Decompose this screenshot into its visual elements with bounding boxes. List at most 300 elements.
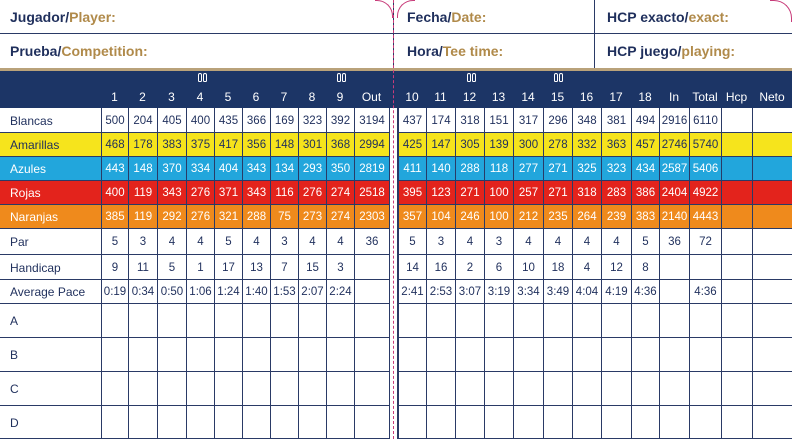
- score-cell: 2746: [659, 133, 689, 157]
- score-cell: 323: [298, 108, 326, 133]
- row-label: Naranjas: [10, 210, 59, 224]
- column-header: 9: [336, 89, 344, 104]
- score-cell: 386: [631, 181, 659, 205]
- score-input-cell[interactable]: [572, 372, 601, 406]
- score-input-cell[interactable]: [659, 304, 689, 338]
- score-cell: [752, 157, 792, 181]
- date-field[interactable]: [407, 0, 486, 34]
- score-input-cell[interactable]: [298, 372, 326, 406]
- score-cell: 293: [298, 157, 326, 181]
- score-cell: 4:19: [601, 280, 631, 304]
- score-input-cell[interactable]: [326, 338, 354, 372]
- column-header: 8: [308, 89, 316, 104]
- score-input-cell[interactable]: [659, 338, 689, 372]
- score-input-cell[interactable]: [572, 406, 601, 439]
- score-input-cell[interactable]: [513, 372, 543, 406]
- score-input-cell[interactable]: [101, 338, 128, 372]
- score-cell: 119: [128, 205, 157, 229]
- score-cell: [689, 255, 721, 280]
- score-input-cell[interactable]: [214, 372, 242, 406]
- score-cell: 437: [398, 108, 426, 133]
- score-cell: 4: [326, 229, 354, 255]
- score-cell: 278: [543, 133, 572, 157]
- score-input-cell[interactable]: [101, 406, 128, 439]
- score-cell: 392: [326, 108, 354, 133]
- column-header: 16: [579, 89, 594, 104]
- score-cell: 3:07: [455, 280, 484, 304]
- score-cell: 350: [326, 157, 354, 181]
- row-label: D: [10, 415, 19, 430]
- score-input-cell[interactable]: [484, 406, 513, 439]
- column-header: Neto: [759, 89, 785, 104]
- score-cell: 6110: [689, 108, 721, 133]
- score-input-cell[interactable]: [601, 304, 631, 338]
- score-cell: 411: [398, 157, 426, 181]
- score-input-cell[interactable]: [326, 304, 354, 338]
- score-input-cell[interactable]: [426, 304, 455, 338]
- score-cell: 104: [426, 205, 455, 229]
- score-input-cell[interactable]: [752, 372, 792, 406]
- score-cell: 6: [484, 255, 513, 280]
- score-cell: 4:36: [689, 280, 721, 304]
- header-vdivider-2: [594, 0, 595, 68]
- score-input-cell[interactable]: [426, 338, 455, 372]
- score-input-cell[interactable]: [242, 372, 270, 406]
- score-cell: 2:24: [326, 280, 354, 304]
- score-input-cell[interactable]: [689, 372, 721, 406]
- score-input-cell[interactable]: [242, 338, 270, 372]
- score-input-cell[interactable]: [298, 338, 326, 372]
- score-cell: 3194: [354, 108, 389, 133]
- score-input-cell[interactable]: [270, 304, 298, 338]
- hcp-playing-label-es: HCP juego/: [607, 43, 682, 59]
- score-cell: 174: [426, 108, 455, 133]
- score-cell: 257: [513, 181, 543, 205]
- score-input-cell[interactable]: [455, 338, 484, 372]
- column-header: 5: [224, 89, 232, 104]
- score-cell: 368: [326, 133, 354, 157]
- score-cell: 178: [128, 133, 157, 157]
- score-cell: 3:49: [543, 280, 572, 304]
- score-cell: 0:50: [157, 280, 186, 304]
- score-cell: 212: [513, 205, 543, 229]
- score-cell: [752, 280, 792, 304]
- score-input-cell[interactable]: [186, 304, 214, 338]
- row-label: Rojas: [10, 186, 41, 200]
- player-label-es: Jugador/: [10, 9, 70, 25]
- score-input-cell[interactable]: [101, 304, 128, 338]
- score-input-cell[interactable]: [128, 304, 157, 338]
- score-cell: 457: [631, 133, 659, 157]
- score-input-cell[interactable]: [157, 304, 186, 338]
- score-cell: 246: [455, 205, 484, 229]
- column-header: 1: [111, 89, 118, 104]
- column-header-row: [0, 85, 792, 108]
- score-cell: 305: [455, 133, 484, 157]
- competition-label-en: Competition:: [61, 43, 148, 59]
- hcp-exact-field[interactable]: [607, 0, 729, 34]
- score-cell: 204: [128, 108, 157, 133]
- score-input-cell[interactable]: [721, 372, 752, 406]
- score-cell: 435: [214, 108, 242, 133]
- row-label: Handicap: [10, 260, 61, 275]
- score-cell: 1:40: [242, 280, 270, 304]
- score-input-cell[interactable]: [484, 338, 513, 372]
- column-header: In: [668, 89, 679, 104]
- score-cell: 2:07: [298, 280, 326, 304]
- score-cell: 72: [689, 229, 721, 255]
- score-input-cell[interactable]: [513, 304, 543, 338]
- player-field[interactable]: [10, 0, 116, 34]
- score-cell: 334: [186, 157, 214, 181]
- score-cell: 15: [298, 255, 326, 280]
- score-input-cell[interactable]: [298, 304, 326, 338]
- score-input-cell[interactable]: [242, 304, 270, 338]
- score-cell: 16: [426, 255, 455, 280]
- score-cell: 8: [631, 255, 659, 280]
- score-input-cell[interactable]: [631, 406, 659, 439]
- score-cell: 118: [484, 157, 513, 181]
- score-cell: [752, 255, 792, 280]
- score-cell: 2303: [354, 205, 389, 229]
- score-cell: 4922: [689, 181, 721, 205]
- teetime-label-en: Tee time:: [442, 43, 504, 59]
- score-cell: 2994: [354, 133, 389, 157]
- score-cell: 274: [326, 181, 354, 205]
- column-header: Total: [692, 89, 718, 104]
- score-cell: 139: [484, 133, 513, 157]
- footprints-icon: [464, 70, 478, 84]
- score-cell: 292: [157, 205, 186, 229]
- score-cell: 2: [455, 255, 484, 280]
- score-cell: 2916: [659, 108, 689, 133]
- score-input-cell[interactable]: [186, 338, 214, 372]
- score-input-cell[interactable]: [128, 406, 157, 439]
- score-cell: 2587: [659, 157, 689, 181]
- score-input-cell[interactable]: [270, 406, 298, 439]
- score-input-cell[interactable]: [543, 406, 572, 439]
- score-cell: 363: [601, 133, 631, 157]
- score-input-cell[interactable]: [214, 406, 242, 439]
- score-cell: 75: [270, 205, 298, 229]
- score-input-cell[interactable]: [484, 304, 513, 338]
- score-cell: 332: [572, 133, 601, 157]
- score-cell: [354, 280, 389, 304]
- score-input-cell[interactable]: [543, 372, 572, 406]
- score-cell: 2404: [659, 181, 689, 205]
- score-cell: 4: [601, 229, 631, 255]
- score-input-cell[interactable]: [354, 338, 389, 372]
- score-cell: 357: [398, 205, 426, 229]
- header-divider: [0, 33, 792, 34]
- score-input-cell[interactable]: [721, 338, 752, 372]
- score-cell: 348: [572, 108, 601, 133]
- player-label-en: Player:: [69, 9, 116, 25]
- score-input-cell[interactable]: [455, 304, 484, 338]
- score-input-cell[interactable]: [354, 304, 389, 338]
- score-input-cell[interactable]: [242, 406, 270, 439]
- score-input-cell[interactable]: [157, 406, 186, 439]
- score-cell: 147: [426, 133, 455, 157]
- score-cell: 323: [601, 157, 631, 181]
- score-cell: 271: [455, 181, 484, 205]
- score-cell: 169: [270, 108, 298, 133]
- score-input-cell[interactable]: [398, 406, 426, 439]
- score-input-cell[interactable]: [601, 406, 631, 439]
- footprints-icon: [551, 70, 565, 84]
- score-input-cell[interactable]: [157, 338, 186, 372]
- score-input-cell[interactable]: [398, 338, 426, 372]
- column-header: Out: [361, 89, 382, 104]
- score-cell: [354, 255, 389, 280]
- score-cell: 4: [298, 229, 326, 255]
- competition-label-es: Prueba/: [10, 43, 62, 59]
- score-input-cell[interactable]: [484, 372, 513, 406]
- column-header: Hcp: [725, 89, 748, 104]
- score-input-cell[interactable]: [128, 338, 157, 372]
- score-cell: 36: [659, 229, 689, 255]
- score-input-cell[interactable]: [752, 406, 792, 439]
- score-cell: 366: [242, 108, 270, 133]
- score-cell: [752, 133, 792, 157]
- score-cell: 271: [543, 157, 572, 181]
- score-cell: 235: [543, 205, 572, 229]
- score-cell: 100: [484, 205, 513, 229]
- score-input-cell[interactable]: [631, 304, 659, 338]
- score-cell: 400: [101, 181, 128, 205]
- column-header: 15: [550, 89, 565, 104]
- score-cell: 3:34: [513, 280, 543, 304]
- score-input-cell[interactable]: [455, 372, 484, 406]
- score-cell: [659, 255, 689, 280]
- score-cell: 500: [101, 108, 128, 133]
- score-cell: [659, 280, 689, 304]
- column-header: 13: [491, 89, 506, 104]
- teetime-field[interactable]: [407, 34, 503, 68]
- score-cell: 343: [242, 157, 270, 181]
- score-cell: 277: [513, 157, 543, 181]
- hcp-playing-field[interactable]: [607, 34, 735, 68]
- footprints-icon: [334, 70, 348, 84]
- band-accent-line: [0, 68, 792, 71]
- row-label: Average Pace: [10, 285, 86, 299]
- score-input-cell[interactable]: [354, 372, 389, 406]
- competition-field[interactable]: [10, 34, 148, 68]
- score-cell: 7: [270, 255, 298, 280]
- score-input-cell[interactable]: [157, 372, 186, 406]
- score-cell: 116: [270, 181, 298, 205]
- score-cell: 400: [186, 108, 214, 133]
- score-cell: 276: [186, 181, 214, 205]
- score-cell: 274: [326, 205, 354, 229]
- score-cell: 3: [270, 229, 298, 255]
- score-cell: 2:53: [426, 280, 455, 304]
- score-cell: 1:53: [270, 280, 298, 304]
- score-cell: 301: [298, 133, 326, 157]
- score-input-cell[interactable]: [186, 372, 214, 406]
- row-label: B: [10, 348, 19, 362]
- score-cell: 356: [242, 133, 270, 157]
- score-cell: 371: [214, 181, 242, 205]
- score-cell: 288: [455, 157, 484, 181]
- score-cell: 4: [455, 229, 484, 255]
- score-input-cell[interactable]: [601, 372, 631, 406]
- column-header: 4: [196, 89, 204, 104]
- score-cell: 343: [242, 181, 270, 205]
- score-cell: 300: [513, 133, 543, 157]
- teetime-label-es: Hora/: [407, 43, 443, 59]
- score-cell: 417: [214, 133, 242, 157]
- score-input-cell[interactable]: [101, 372, 128, 406]
- score-input-cell[interactable]: [128, 372, 157, 406]
- score-cell: 4: [157, 229, 186, 255]
- score-cell: 151: [484, 108, 513, 133]
- row-label: C: [10, 382, 19, 396]
- score-input-cell[interactable]: [689, 338, 721, 372]
- score-input-cell[interactable]: [426, 372, 455, 406]
- score-cell: 9: [101, 255, 128, 280]
- score-input-cell[interactable]: [659, 406, 689, 439]
- score-cell: [752, 108, 792, 133]
- hcp-exact-label-es: HCP exacto/: [607, 9, 689, 25]
- score-input-cell[interactable]: [270, 372, 298, 406]
- score-input-cell[interactable]: [298, 406, 326, 439]
- score-cell: 2518: [354, 181, 389, 205]
- column-header: 3: [168, 89, 175, 104]
- score-cell: 3: [326, 255, 354, 280]
- score-cell: 123: [426, 181, 455, 205]
- score-cell: 5: [631, 229, 659, 255]
- score-cell: 4: [513, 229, 543, 255]
- score-cell: 3: [426, 229, 455, 255]
- score-input-cell[interactable]: [186, 406, 214, 439]
- score-cell: [721, 205, 752, 229]
- score-input-cell[interactable]: [543, 304, 572, 338]
- score-cell: 434: [631, 157, 659, 181]
- score-cell: 468: [101, 133, 128, 157]
- score-input-cell[interactable]: [270, 338, 298, 372]
- date-label-es: Fecha/: [407, 9, 452, 25]
- score-input-cell[interactable]: [689, 406, 721, 439]
- score-cell: 13: [242, 255, 270, 280]
- score-input-cell[interactable]: [214, 304, 242, 338]
- row-label: Par: [10, 235, 29, 249]
- score-input-cell[interactable]: [572, 304, 601, 338]
- score-cell: 5: [101, 229, 128, 255]
- footprints-icon: [195, 70, 209, 84]
- score-input-cell[interactable]: [398, 372, 426, 406]
- score-input-cell[interactable]: [721, 304, 752, 338]
- score-cell: 148: [270, 133, 298, 157]
- column-header: 11: [434, 89, 447, 104]
- column-header: 7: [280, 89, 288, 104]
- score-cell: [721, 255, 752, 280]
- score-cell: 4:36: [631, 280, 659, 304]
- score-cell: 317: [513, 108, 543, 133]
- hcp-exact-label-en: exact:: [688, 9, 729, 25]
- column-header: 12: [462, 89, 477, 104]
- score-cell: 425: [398, 133, 426, 157]
- score-cell: [721, 229, 752, 255]
- score-cell: [721, 181, 752, 205]
- score-cell: 3: [484, 229, 513, 255]
- score-cell: 375: [186, 133, 214, 157]
- score-cell: 5: [157, 255, 186, 280]
- score-input-cell[interactable]: [426, 406, 455, 439]
- score-input-cell[interactable]: [398, 304, 426, 338]
- score-cell: 1:06: [186, 280, 214, 304]
- score-input-cell[interactable]: [752, 338, 792, 372]
- score-cell: 134: [270, 157, 298, 181]
- scorecard-header: [0, 0, 792, 68]
- score-cell: 276: [186, 205, 214, 229]
- score-cell: 100: [484, 181, 513, 205]
- score-cell: 5406: [689, 157, 721, 181]
- score-input-cell[interactable]: [572, 338, 601, 372]
- score-cell: 271: [543, 181, 572, 205]
- score-cell: 2819: [354, 157, 389, 181]
- score-cell: 3:19: [484, 280, 513, 304]
- score-cell: [721, 133, 752, 157]
- score-cell: 3: [128, 229, 157, 255]
- score-input-cell[interactable]: [513, 406, 543, 439]
- score-input-cell[interactable]: [631, 338, 659, 372]
- score-input-cell[interactable]: [214, 338, 242, 372]
- score-cell: 10: [513, 255, 543, 280]
- score-input-cell[interactable]: [721, 406, 752, 439]
- column-header: 10: [405, 89, 419, 104]
- score-cell: 283: [601, 181, 631, 205]
- score-cell: 0:19: [101, 280, 128, 304]
- score-input-cell[interactable]: [354, 406, 389, 439]
- score-cell: 296: [543, 108, 572, 133]
- score-cell: [752, 229, 792, 255]
- column-header: 2: [139, 89, 146, 104]
- score-cell: 318: [572, 181, 601, 205]
- score-input-cell[interactable]: [659, 372, 689, 406]
- score-cell: 4443: [689, 205, 721, 229]
- score-cell: 276: [298, 181, 326, 205]
- score-cell: 0:34: [128, 280, 157, 304]
- column-header: 6: [252, 89, 260, 104]
- score-input-cell[interactable]: [601, 338, 631, 372]
- score-input-cell[interactable]: [543, 338, 572, 372]
- score-cell: 4: [186, 229, 214, 255]
- column-header: 18: [638, 89, 652, 104]
- score-cell: 17: [214, 255, 242, 280]
- score-input-cell[interactable]: [455, 406, 484, 439]
- score-cell: 383: [157, 133, 186, 157]
- hcp-playing-label-en: playing:: [681, 43, 736, 59]
- column-header: 14: [521, 89, 535, 104]
- score-cell: 140: [426, 157, 455, 181]
- score-input-cell[interactable]: [326, 406, 354, 439]
- date-label-en: Date:: [451, 9, 487, 25]
- score-input-cell[interactable]: [326, 372, 354, 406]
- score-cell: 14: [398, 255, 426, 280]
- score-input-cell[interactable]: [513, 338, 543, 372]
- score-cell: 383: [631, 205, 659, 229]
- score-cell: 4: [242, 229, 270, 255]
- score-input-cell[interactable]: [689, 304, 721, 338]
- score-cell: 381: [601, 108, 631, 133]
- score-cell: [721, 157, 752, 181]
- score-input-cell[interactable]: [631, 372, 659, 406]
- score-cell: 343: [157, 181, 186, 205]
- score-cell: 273: [298, 205, 326, 229]
- score-cell: 4: [572, 229, 601, 255]
- score-input-cell[interactable]: [752, 304, 792, 338]
